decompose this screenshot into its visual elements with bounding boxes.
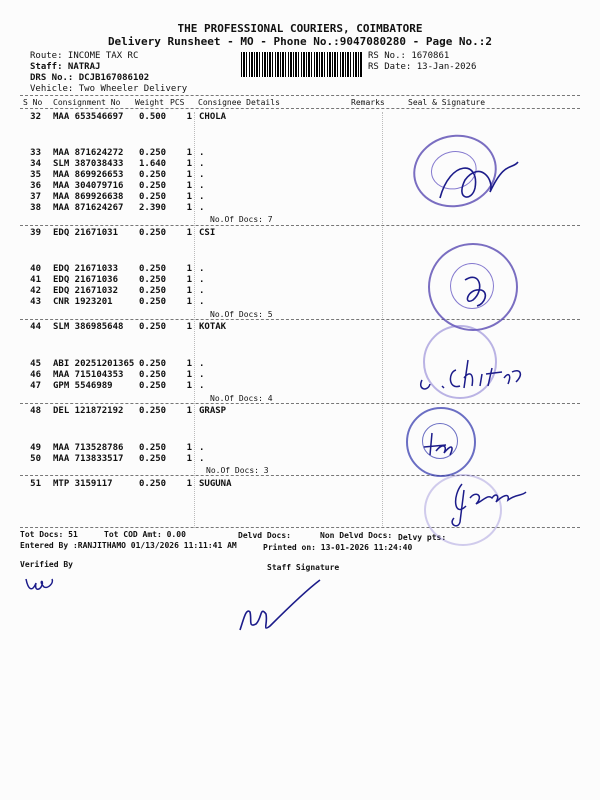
grasp-signature	[418, 425, 458, 460]
non-delivered-docs: Non Delvd Docs:	[320, 531, 393, 540]
document-title: THE PROFESSIONAL COURIERS, COIMBATORE	[177, 22, 423, 35]
rs-number: RS No.: 1670861	[368, 51, 450, 61]
row-consignee: CSI	[199, 228, 216, 238]
row-pcs: 1	[186, 148, 192, 158]
row-sno: 36	[30, 181, 41, 191]
group-doc-count: No.Of Docs: 3	[206, 466, 269, 475]
row-sno: 32	[30, 112, 41, 122]
row-pcs: 1	[186, 454, 192, 464]
row-consignee: KOTAK	[199, 322, 227, 332]
csi-signature	[455, 270, 495, 310]
row-weight: 0.250	[139, 406, 167, 416]
row-consignee: SUGUNA	[199, 479, 232, 489]
row-consignment: MAA 304079716	[53, 181, 124, 191]
chola-signature	[420, 140, 530, 220]
row-weight: 0.250	[139, 454, 167, 464]
row-weight: 0.250	[139, 286, 167, 296]
row-consignment: SLM 386985648	[53, 322, 124, 332]
row-weight: 0.250	[139, 479, 167, 489]
row-consignee: .	[199, 359, 205, 369]
barcode	[241, 52, 363, 77]
row-consignment: CNR 1923201	[53, 297, 113, 307]
verified-by-signature	[22, 575, 62, 600]
table-row	[0, 406, 600, 417]
delivery-points: Delvy pts:	[398, 533, 447, 542]
row-consignee: CHOLA	[199, 112, 227, 122]
document-subtitle: Delivery Runsheet - MO - Phone No.:9047080280 - Page No.:2	[107, 35, 493, 48]
row-sno: 38	[30, 203, 41, 213]
group-doc-count: No.Of Docs: 7	[210, 215, 273, 224]
table-row	[0, 322, 600, 333]
row-pcs: 1	[186, 203, 192, 213]
row-consignment: EDQ 21671032	[53, 286, 119, 296]
drs-number: DRS No.: DCJB167086102	[30, 73, 150, 83]
table-row	[0, 443, 600, 454]
row-sno: 44	[30, 322, 41, 332]
table-row	[0, 228, 600, 239]
suguna-signature	[440, 478, 535, 528]
row-weight: 0.250	[139, 297, 167, 307]
row-consignee: .	[199, 275, 205, 285]
delivered-docs: Delvd Docs:	[238, 531, 291, 540]
col-remarks: Remarks	[351, 98, 385, 107]
group-doc-count: No.Of Docs: 4	[210, 394, 273, 403]
row-consignment: DEL 121872192	[53, 406, 124, 416]
col-pcs: PCS	[170, 98, 185, 107]
row-consignee: .	[199, 443, 205, 453]
row-pcs: 1	[186, 159, 192, 169]
row-consignment: EDQ 21671033	[53, 264, 119, 274]
row-sno: 41	[30, 275, 41, 285]
row-consignment: SLM 387038433	[53, 159, 124, 169]
row-sno: 39	[30, 228, 41, 238]
row-consignment: ABI 20251201365	[53, 359, 135, 369]
row-sno: 33	[30, 148, 41, 158]
header-bottom-rule	[20, 108, 580, 109]
table-row	[0, 112, 600, 123]
row-sno: 37	[30, 192, 41, 202]
row-consignee: .	[199, 454, 205, 464]
total-cod-amount: Tot COD Amt: 0.00	[104, 530, 186, 539]
row-pcs: 1	[186, 112, 192, 122]
row-consignment: MAA 715104353	[53, 370, 124, 380]
row-sno: 48	[30, 406, 41, 416]
staff-signature-label: Staff Signature	[267, 563, 340, 572]
row-sno: 50	[30, 454, 41, 464]
row-consignee: .	[199, 148, 205, 158]
verified-by-label: Verified By	[20, 560, 73, 569]
row-sno: 45	[30, 359, 41, 369]
row-pcs: 1	[186, 275, 192, 285]
printed-on: Printed on: 13-01-2026 11:24:40	[263, 543, 413, 552]
row-pcs: 1	[186, 228, 192, 238]
row-weight: 0.250	[139, 264, 167, 274]
row-weight: 0.250	[139, 322, 167, 332]
row-weight: 0.250	[139, 370, 167, 380]
row-weight: 0.250	[139, 228, 167, 238]
row-sno: 43	[30, 297, 41, 307]
row-consignee: .	[199, 297, 205, 307]
row-pcs: 1	[186, 370, 192, 380]
row-weight: 1.640	[139, 159, 167, 169]
row-pcs: 1	[186, 170, 192, 180]
col-weight: Weight	[135, 98, 164, 107]
row-consignment: MAA 871624267	[53, 203, 124, 213]
row-weight: 0.250	[139, 443, 167, 453]
row-pcs: 1	[186, 381, 192, 391]
row-weight: 2.390	[139, 203, 167, 213]
group-doc-count: No.Of Docs: 5	[210, 310, 273, 319]
row-consignment: EDQ 21671031	[53, 228, 119, 238]
row-pcs: 1	[186, 406, 192, 416]
col-sno: S No	[23, 98, 43, 107]
row-consignee: .	[199, 370, 205, 380]
row-weight: 0.250	[139, 148, 167, 158]
row-pcs: 1	[186, 359, 192, 369]
group-divider	[20, 403, 580, 404]
row-weight: 0.250	[139, 192, 167, 202]
row-weight: 0.500	[139, 112, 167, 122]
row-pcs: 1	[186, 181, 192, 191]
row-consignment: MAA 713528786	[53, 443, 124, 453]
row-weight: 0.250	[139, 359, 167, 369]
row-consignee: .	[199, 181, 205, 191]
row-sno: 42	[30, 286, 41, 296]
row-consignee: .	[199, 192, 205, 202]
staff-signature	[234, 578, 324, 638]
row-sno: 51	[30, 479, 41, 489]
row-sno: 46	[30, 370, 41, 380]
group-divider	[20, 475, 580, 476]
staff-label: Staff: NATRAJ	[30, 62, 101, 72]
row-weight: 0.250	[139, 170, 167, 180]
col-consignment: Consignment No	[53, 98, 121, 107]
row-consignment: MAA 713833517	[53, 454, 124, 464]
entered-by: Entered By :RANJITHAMO 01/13/2026 11:11:41 AM	[20, 541, 237, 550]
rs-date: RS Date: 13-Jan-2026	[368, 62, 477, 72]
row-consignment: MAA 869926653	[53, 170, 124, 180]
row-consignee: .	[199, 264, 205, 274]
row-sno: 49	[30, 443, 41, 453]
total-docs: Tot Docs: 51	[20, 530, 78, 539]
table-row	[0, 454, 600, 465]
row-consignment: GPM 5546989	[53, 381, 113, 391]
row-consignment: MAA 653546697	[53, 112, 124, 122]
row-pcs: 1	[186, 479, 192, 489]
row-pcs: 1	[186, 264, 192, 274]
row-weight: 0.250	[139, 381, 167, 391]
row-sno: 47	[30, 381, 41, 391]
row-pcs: 1	[186, 443, 192, 453]
vehicle-label: Vehicle: Two Wheeler Delivery	[30, 84, 188, 94]
row-pcs: 1	[186, 192, 192, 202]
row-sno: 34	[30, 159, 41, 169]
row-consignee: GRASP	[199, 406, 227, 416]
col-seal-signature: Seal & Signature	[408, 98, 486, 107]
row-consignment: EDQ 21671036	[53, 275, 119, 285]
row-weight: 0.250	[139, 275, 167, 285]
header-top-rule	[20, 95, 580, 96]
row-sno: 35	[30, 170, 41, 180]
row-consignee: .	[199, 159, 205, 169]
row-consignee: .	[199, 286, 205, 296]
row-consignee: .	[199, 203, 205, 213]
col-consignee: Consignee Details	[198, 98, 280, 107]
row-sno: 40	[30, 264, 41, 274]
row-pcs: 1	[186, 286, 192, 296]
row-consignee: .	[199, 381, 205, 391]
group-divider	[20, 225, 580, 226]
row-consignment: MTP 3159117	[53, 479, 113, 489]
route-label: Route: INCOME TAX RC	[30, 51, 139, 61]
row-pcs: 1	[186, 297, 192, 307]
row-weight: 0.250	[139, 181, 167, 191]
row-consignment: MAA 869926638	[53, 192, 124, 202]
row-pcs: 1	[186, 322, 192, 332]
kotak-signature	[412, 350, 524, 395]
row-consignee: .	[199, 170, 205, 180]
row-consignment: MAA 871624272	[53, 148, 124, 158]
